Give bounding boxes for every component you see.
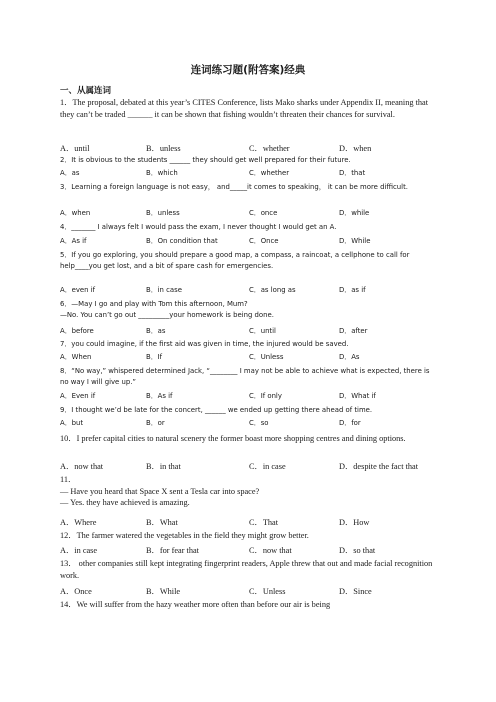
question-2-options [60, 168, 440, 180]
question-13-stem: 13． other companies still kept integrating fingerprint readers, Apple threw that out and made facial recognition work. [60, 559, 433, 580]
question-6-options [60, 326, 440, 338]
question-12-options [60, 544, 440, 556]
option-b: B．unless [146, 144, 181, 153]
option-a: A．Even if [60, 392, 96, 400]
question-7-options [60, 352, 440, 364]
option-a: A．Once [60, 587, 92, 596]
option-d: D．despite the fact that [339, 462, 419, 471]
option-b: B．in that [146, 462, 181, 471]
question-9-options [60, 418, 440, 430]
option-c: C．Once [249, 237, 279, 245]
option-a: A．when [60, 209, 91, 217]
option-d: D．for [339, 419, 361, 427]
option-c: C．whether [249, 169, 290, 177]
option-a: A．in case [60, 546, 98, 555]
option-a: A．but [60, 419, 84, 427]
option-b: B．as [146, 327, 166, 335]
option-b: B．If [146, 353, 163, 361]
question-1-options [60, 142, 440, 154]
option-c: C．whether [249, 144, 290, 153]
option-d: D．as if [339, 286, 366, 294]
option-b: B．While [146, 587, 181, 596]
question-8-stem: 8．“No way,” whispered determined Jack, “________ I may not be able to achieve what is expected, there is no way I will give up.” [60, 367, 430, 387]
question-11-options [60, 516, 440, 528]
option-a: A．As if [60, 237, 87, 245]
option-b: B．unless [146, 209, 180, 217]
option-a: A．Where [60, 518, 97, 527]
question-1-stem: 1．The proposal, debated at this year’s CITES Conference, lists Mako sharks under Appendix II, meaning that they can’t be traded ______ it can be shown that fishing wouldn’t threaten their chances for survival. [60, 98, 429, 119]
option-d: D．when [339, 144, 372, 153]
option-a: A．even if [60, 286, 96, 294]
question-12-stem: 12．The farmer watered the vegetables in the field they might grow better. [60, 531, 309, 540]
option-c: C．so [249, 419, 269, 427]
option-a: A．When [60, 353, 92, 361]
section-heading: 一、从属连词 [60, 86, 112, 96]
question-5-options [60, 285, 440, 297]
option-c: C．Unless [249, 587, 286, 596]
option-a: A．before [60, 327, 94, 335]
question-10-stem: 10．I prefer capital cities to natural scenery the former boast more shopping centres and dining options. [60, 434, 406, 443]
question-7-stem: 7．you could imagine, if the first aid was given in time, the injured would be saved. [60, 340, 349, 348]
option-d: D．While [339, 237, 371, 245]
option-d: D．while [339, 209, 370, 217]
question-4-options [60, 236, 440, 248]
question-10-options [60, 460, 440, 472]
question-13-options [60, 585, 440, 597]
option-b: B．in case [146, 286, 182, 294]
question-4-stem: 4．_______ I always felt I would pass the exam, I never thought I would get an A. [60, 223, 337, 231]
option-d: D．so that [339, 546, 376, 555]
option-b: B．What [146, 518, 178, 527]
option-c: C．in case [249, 462, 286, 471]
option-d: D．How [339, 518, 370, 527]
option-a: A．as [60, 169, 80, 177]
option-b: B．for fear that [146, 546, 199, 555]
option-c: C．once [249, 209, 278, 217]
question-2-stem: 2．It is obvious to the students ______ they should get well prepared for their future. [60, 156, 351, 164]
question-8-options [60, 391, 440, 403]
option-b: B．or [146, 419, 165, 427]
option-c: C．as long as [249, 286, 296, 294]
question-3-stem: 3．Learning a foreign language is not easy， and_____it comes to speaking， it can be more difficult. [60, 183, 408, 191]
option-d: D．after [339, 327, 368, 335]
question-6-stem: 6．—May I go and play with Tom this afternoon, Mum? —No. You can’t go out _________your homework is being done. [60, 300, 274, 320]
option-d: D．that [339, 169, 366, 177]
question-9-stem: 9．I thought we’d be late for the concert, ______ we ended up getting there ahead of time. [60, 406, 373, 414]
page-title: 连词练习题(附答案)经典 [190, 64, 306, 76]
option-b: B．As if [146, 392, 173, 400]
question-5-stem: 5．If you go exploring, you should prepare a good map, a compass, a raincoat, a cellphone to call for help____you get lost, and a bit of spare cash for emergencies. [60, 251, 410, 271]
option-b: B．which [146, 169, 178, 177]
question-11-stem: 11． — Have you heard that Space X sent a Tesla car into space? — Yes. they have achieved is amazing. [60, 475, 260, 508]
option-c: C．until [249, 327, 276, 335]
option-c: C．now that [249, 546, 292, 555]
option-c: C．That [249, 518, 279, 527]
question-3-options [60, 208, 440, 220]
option-b: B．On condition that [146, 237, 218, 245]
option-a: A．now that [60, 462, 104, 471]
option-c: C．If only [249, 392, 282, 400]
option-d: D．What if [339, 392, 376, 400]
option-a: A．until [60, 144, 90, 153]
option-d: D．Since [339, 587, 372, 596]
question-14-stem: 14．We will suffer from the hazy weather more often than before our air is being [60, 600, 331, 609]
option-d: D．As [339, 353, 360, 361]
option-c: C．Unless [249, 353, 284, 361]
